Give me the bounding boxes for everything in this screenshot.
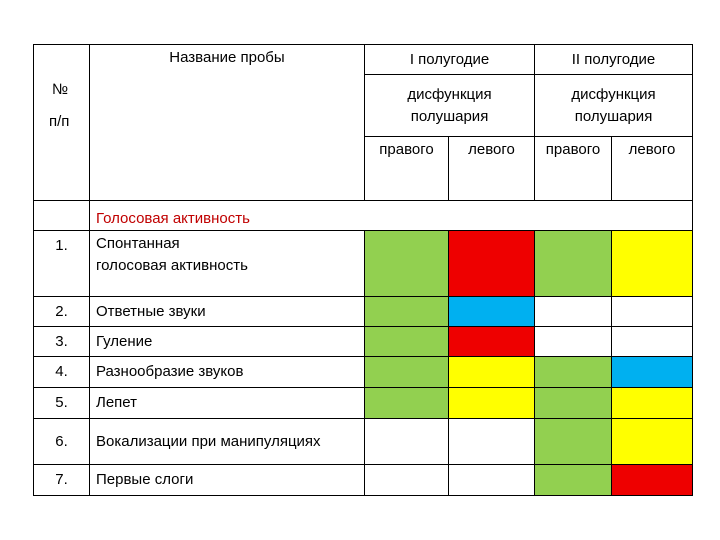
result-right-h1-cell	[365, 297, 449, 327]
row-number: 2.	[34, 297, 90, 327]
result-right-h1-cell	[365, 388, 449, 419]
result-left-h1-cell	[449, 388, 535, 419]
table-row	[34, 357, 693, 388]
results-table	[33, 44, 693, 496]
table-row	[34, 297, 693, 327]
row-number: 3.	[34, 327, 90, 357]
table-row	[34, 327, 693, 357]
number-sign: №	[52, 81, 69, 98]
right-hemisphere-h2: правого	[535, 137, 612, 201]
left-hemisphere-h1: левого	[449, 137, 535, 201]
test-name: Лепет	[90, 388, 365, 419]
result-right-h1-cell	[365, 465, 449, 496]
result-left-h2-cell	[612, 388, 693, 419]
result-right-h2-cell	[535, 388, 612, 419]
dysfunction-header-h2: дисфункция полушария	[535, 75, 693, 137]
table-row	[34, 419, 693, 465]
result-right-h1-cell	[365, 357, 449, 388]
result-right-h2-cell	[535, 419, 612, 465]
row-number: 1.	[34, 231, 90, 297]
table-row	[34, 388, 693, 419]
table-row	[34, 465, 693, 496]
right-hemisphere-h1: правого	[365, 137, 449, 201]
result-left-h2-cell	[612, 297, 693, 327]
row-number: 7.	[34, 465, 90, 496]
section-title: Голосовая активность	[90, 201, 693, 231]
result-left-h2-cell	[612, 419, 693, 465]
number-column-header	[34, 45, 90, 201]
result-left-h1-cell	[449, 231, 535, 297]
second-half-year-header: II полугодие	[535, 45, 693, 75]
result-right-h2-cell	[535, 231, 612, 297]
row-number: 4.	[34, 357, 90, 388]
result-right-h1-cell	[365, 419, 449, 465]
result-left-h2-cell	[612, 465, 693, 496]
test-name: Первые слоги	[90, 465, 365, 496]
result-right-h1-cell	[365, 327, 449, 357]
result-left-h1-cell	[449, 327, 535, 357]
result-left-h1-cell	[449, 465, 535, 496]
result-right-h1-cell	[365, 231, 449, 297]
test-name: Гуление	[90, 327, 365, 357]
number-abbrev: п/п	[49, 113, 70, 130]
result-right-h2-cell	[535, 357, 612, 388]
test-name: Разнообразие звуков	[90, 357, 365, 388]
result-left-h2-cell	[612, 231, 693, 297]
result-right-h2-cell	[535, 465, 612, 496]
left-hemisphere-h2: левого	[612, 137, 693, 201]
result-right-h2-cell	[535, 297, 612, 327]
dysfunction-header-h1: дисфункция полушария	[365, 75, 535, 137]
test-name: Спонтанная голосовая активность	[90, 231, 365, 297]
result-left-h1-cell	[449, 419, 535, 465]
result-left-h1-cell	[449, 357, 535, 388]
test-name: Вокализации при манипуляциях	[90, 419, 365, 465]
row-number: 6.	[34, 419, 90, 465]
result-left-h2-cell	[612, 327, 693, 357]
result-right-h2-cell	[535, 327, 612, 357]
test-name: Ответные звуки	[90, 297, 365, 327]
test-name-header: Название пробы	[90, 45, 365, 201]
section-number-cell	[34, 201, 90, 231]
table-row	[34, 231, 693, 297]
result-left-h2-cell	[612, 357, 693, 388]
row-number: 5.	[34, 388, 90, 419]
result-left-h1-cell	[449, 297, 535, 327]
first-half-year-header: I полугодие	[365, 45, 535, 75]
